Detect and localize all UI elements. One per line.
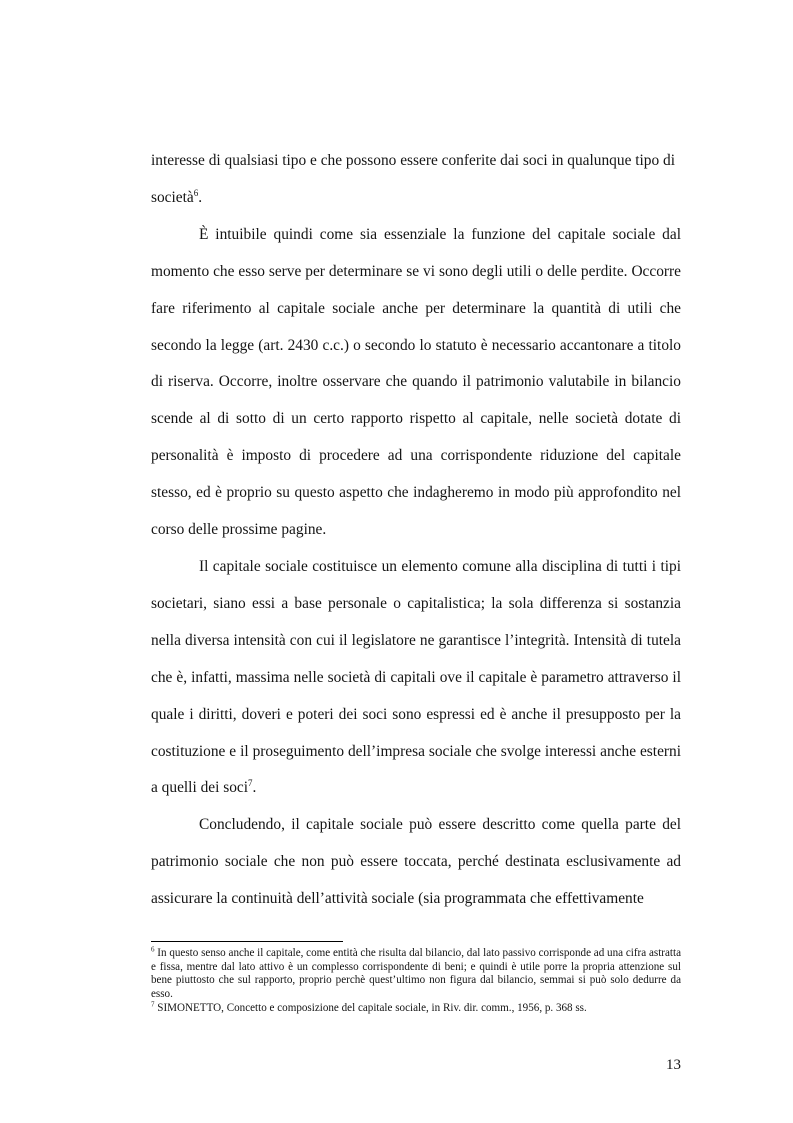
paragraph-2: È intuibile quindi come sia essenziale la funzione del capitale sociale dal momento che esso serve per determinare se vi sono degli utili o delle perdite. Occorre fare riferimento al capitale sociale anche per determinare la quantità di utili che secondo la legge (art. 2430 c.c.) o secondo lo statuto è necessario accantonare a titolo di riserva. Occorre, inoltre osservare che quando il patrimonio valutabile in bilancio scende al di sotto di un certo rapporto rispetto al capitale, nelle società dotate di personalità è imposto di procedere ad una corrispondente riduzione del capitale stesso, ed è proprio su questo aspetto che indagheremo in modo più approfondito nel corso delle prossime pagine.: [151, 225, 681, 539]
footnote-7: [151, 1002, 681, 1016]
paragraph-1-text: interesse di qualsiasi tipo e che possono essere conferite dai soci in qualunque tipo di società: [151, 152, 676, 206]
footnote-6-text: In questo senso anche il capitale, come entità che risulta dal bilancio, dal lato passivo corrisponde ad una cifra astratta e fissa, mentre dal lato attivo è un complesso corrispondente di beni; e quindi è utile porre la propria attenzione sul bene piuttosto che sul rapporto, proprio perchè quest’ultimo non figura dal bilancio, semmai si può solo dedurre da esso.: [151, 947, 681, 1001]
body-text: [151, 143, 681, 918]
footnote-7-number: 7: [151, 1000, 155, 1009]
paragraph-3-end: .: [252, 779, 257, 797]
footnote-separator: [151, 941, 343, 942]
footnotes: [151, 947, 681, 1016]
footnote-ref-6: 6: [193, 187, 199, 198]
footnote-6-number: 6: [151, 945, 155, 954]
paragraph-4: Concludendo, il capitale sociale può essere descritto come quella parte del patrimonio sociale che non può essere toccata, perché destinata esclusivamente ad assicurare la continuità dell’attività sociale (sia programmata che effettivamente: [151, 816, 681, 908]
paragraph-1: [151, 143, 681, 217]
paragraph-1-end: .: [198, 188, 203, 206]
page-number: 13: [666, 1057, 681, 1073]
footnote-ref-7: 7: [248, 778, 253, 789]
paragraph-3: [151, 549, 681, 807]
footnote-6: [151, 947, 681, 1002]
footnote-7-text: SIMONETTO, Concetto e composizione del capitale sociale, in Riv. dir. comm., 1956, p. 368 ss.: [154, 1001, 587, 1014]
paragraph-3-text: Il capitale sociale costituisce un elemento comune alla disciplina di tutti i tipi societari, siano essi a base personale o capitalistica; la sola differenza si sostanzia nella diversa intensità con cui il legislatore ne garantisce l’integrità. Intensità di tutela che è, infatti, massima nelle società di capitali ove il capitale è parametro attraverso il quale i diritti, doveri e poteri dei soci sono espressi ed è anche il presupposto per la costituzione e il proseguimento dell’impresa sociale che svolge interessi anche esterni a quelli dei soci: [151, 557, 681, 797]
